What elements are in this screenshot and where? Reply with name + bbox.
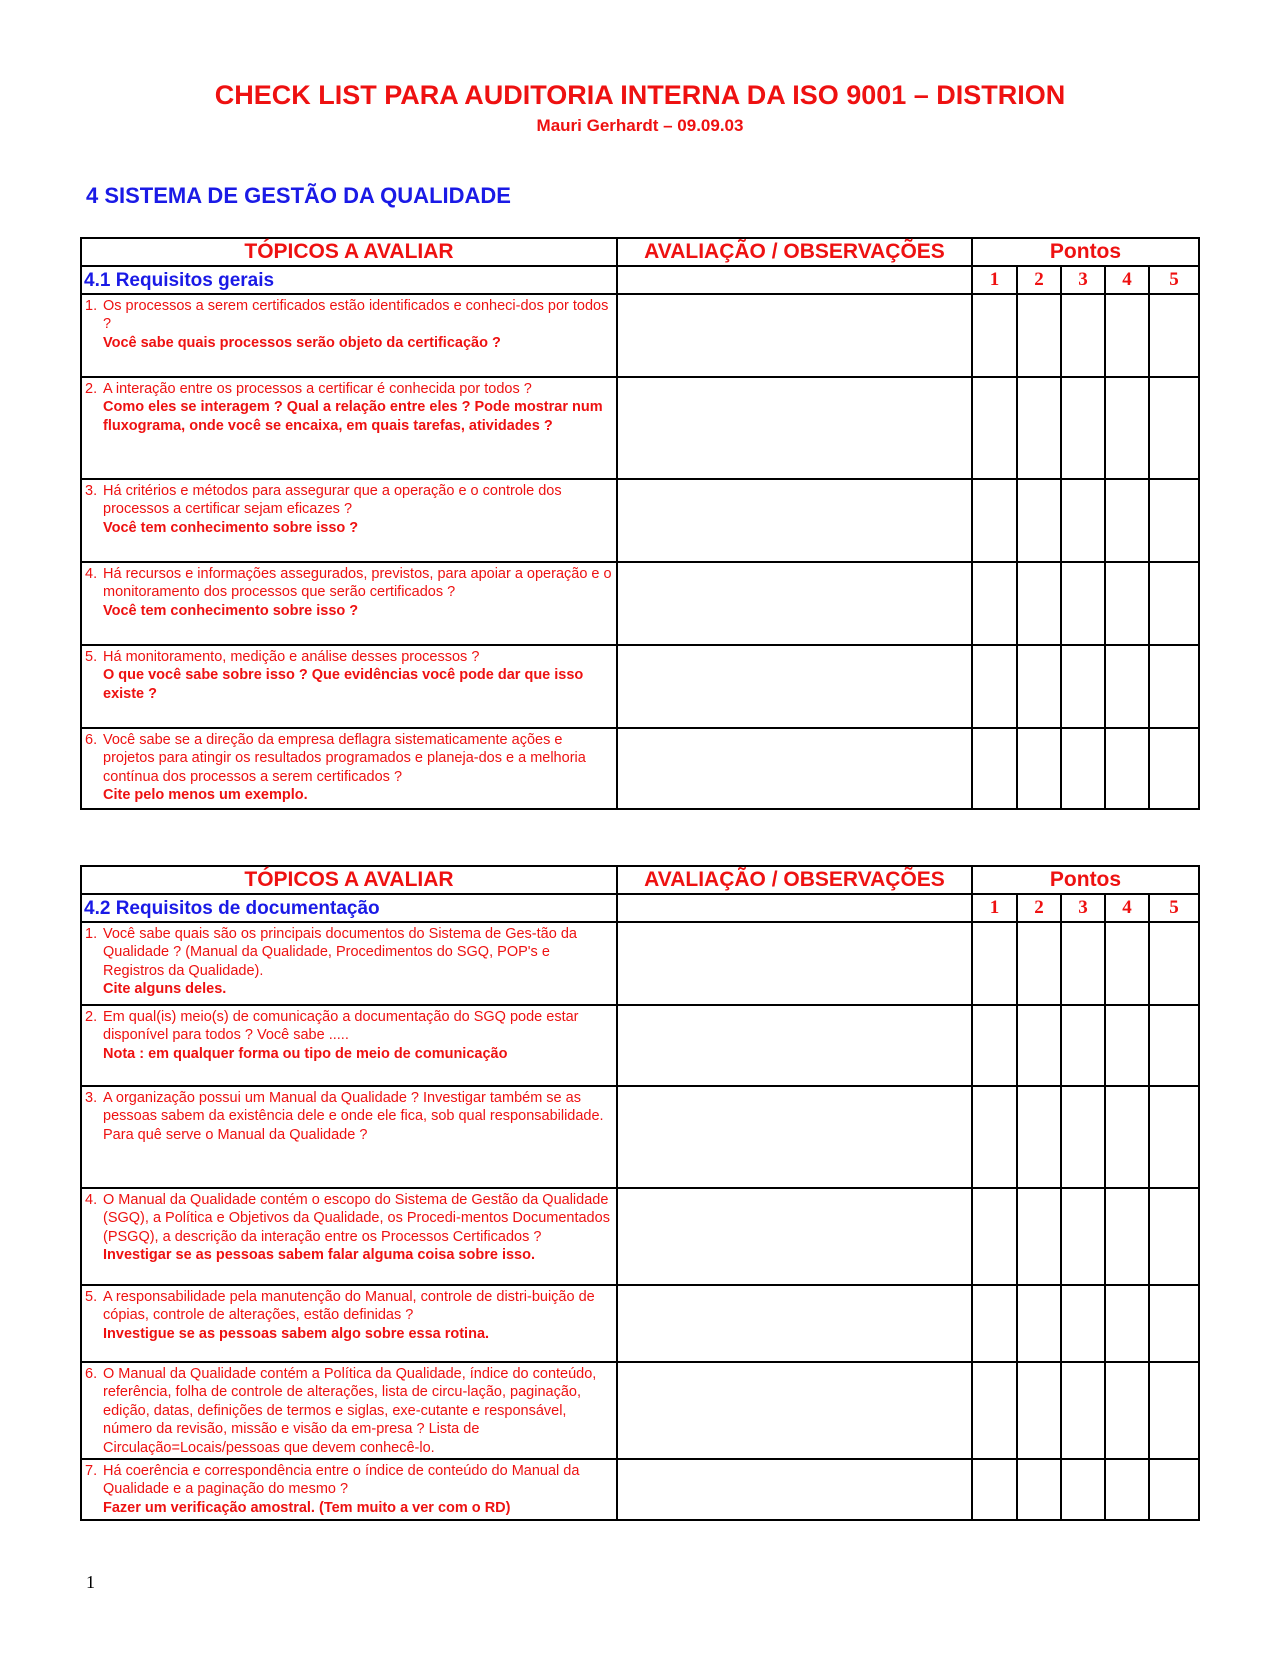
- score-cell-2[interactable]: [1017, 1459, 1061, 1520]
- checklist-row: [81, 562, 1199, 645]
- topics-header: TÓPICOS A AVALIAR: [81, 238, 617, 266]
- topic-question: [85, 482, 612, 519]
- evaluation-cell[interactable]: [617, 377, 972, 479]
- checklist-row: [81, 1459, 1199, 1520]
- score-cell-4[interactable]: [1105, 645, 1149, 728]
- points-column-2: 2: [1017, 266, 1061, 294]
- topics-header: TÓPICOS A AVALIAR: [81, 866, 617, 894]
- checklist-row: [81, 728, 1199, 809]
- question-text: A responsabilidade pela manutenção do Manual, controle de distri-buição de cópias, controle de alterações, estão definidas ?: [103, 1289, 595, 1324]
- score-cell-4[interactable]: [1105, 1005, 1149, 1086]
- score-cell-4[interactable]: [1105, 728, 1149, 809]
- score-cell-2[interactable]: [1017, 294, 1061, 377]
- score-cell-4[interactable]: [1105, 922, 1149, 1005]
- checklist-row: [81, 479, 1199, 562]
- topic-note: Você tem conhecimento sobre isso ?: [103, 519, 359, 536]
- topic-number: 5.: [85, 1289, 98, 1305]
- evaluation-cell[interactable]: [617, 266, 972, 294]
- score-cell-3[interactable]: [1061, 728, 1105, 809]
- topic-cell: [81, 377, 617, 479]
- topic-note: Cite alguns deles.: [103, 981, 227, 998]
- score-cell-3[interactable]: [1061, 1285, 1105, 1362]
- score-cell-4[interactable]: [1105, 1459, 1149, 1520]
- score-cell-2[interactable]: [1017, 1285, 1061, 1362]
- evaluation-header: AVALIAÇÃO / OBSERVAÇÕES: [617, 866, 972, 894]
- checklist-row: [81, 1188, 1199, 1285]
- topic-number: 2.: [85, 1009, 98, 1025]
- score-cell-2[interactable]: [1017, 1362, 1061, 1459]
- topic-question: [85, 925, 612, 980]
- score-cell-1[interactable]: [972, 1285, 1017, 1362]
- score-cell-5[interactable]: [1149, 645, 1199, 728]
- score-cell-1[interactable]: [972, 479, 1017, 562]
- score-cell-2[interactable]: [1017, 562, 1061, 645]
- score-cell-1[interactable]: [972, 922, 1017, 1005]
- topic-question: [85, 1089, 612, 1144]
- section-title: 4 SISTEMA DE GESTÃO DA QUALIDADE: [86, 183, 511, 208]
- subsection-title: 4.2 Requisitos de documentação: [81, 894, 617, 922]
- score-cell-2[interactable]: [1017, 479, 1061, 562]
- score-cell-1[interactable]: [972, 645, 1017, 728]
- score-cell-2[interactable]: [1017, 1005, 1061, 1086]
- score-cell-3[interactable]: [1061, 479, 1105, 562]
- points-column-1: 1: [972, 894, 1017, 922]
- evaluation-cell[interactable]: [617, 479, 972, 562]
- points-column-1: 1: [972, 266, 1017, 294]
- page-number: 1: [86, 1572, 95, 1592]
- topic-number: 3.: [85, 1090, 98, 1106]
- evaluation-cell[interactable]: [617, 1086, 972, 1188]
- topic-cell: [81, 479, 617, 562]
- topic-number: 6.: [85, 732, 98, 748]
- checklist-table-4-1: [80, 237, 1200, 810]
- topic-question: [85, 1365, 612, 1457]
- evaluation-header: AVALIAÇÃO / OBSERVAÇÕES: [617, 238, 972, 266]
- score-cell-2[interactable]: [1017, 728, 1061, 809]
- score-cell-3[interactable]: [1061, 645, 1105, 728]
- checklist-table-4-2: [80, 865, 1200, 1521]
- score-cell-2[interactable]: [1017, 1086, 1061, 1188]
- topic-question: [85, 297, 612, 334]
- score-cell-2[interactable]: [1017, 645, 1061, 728]
- evaluation-cell[interactable]: [617, 922, 972, 1005]
- score-cell-3[interactable]: [1061, 1188, 1105, 1285]
- score-cell-5[interactable]: [1149, 728, 1199, 809]
- topic-cell: [81, 645, 617, 728]
- score-cell-4[interactable]: [1105, 294, 1149, 377]
- topic-cell: [81, 1188, 617, 1285]
- score-cell-1[interactable]: [972, 294, 1017, 377]
- score-cell-3[interactable]: [1061, 1086, 1105, 1188]
- topic-question: [85, 1008, 612, 1045]
- score-cell-5[interactable]: [1149, 1005, 1199, 1086]
- topic-number: 5.: [85, 649, 98, 665]
- question-text: Em qual(is) meio(s) de comunicação a documentação do SGQ pode estar disponível para todos ? Você sabe .....: [103, 1009, 579, 1044]
- topic-note: Investigue se as pessoas sabem algo sobre essa rotina.: [103, 1325, 490, 1342]
- evaluation-cell[interactable]: [617, 1005, 972, 1086]
- document-subtitle: Mauri Gerhardt – 09.09.03: [536, 116, 744, 135]
- topic-note: Você tem conhecimento sobre isso ?: [103, 602, 359, 619]
- evaluation-cell[interactable]: [617, 894, 972, 922]
- topic-cell: [81, 1459, 617, 1520]
- score-cell-4[interactable]: [1105, 1086, 1149, 1188]
- topic-question: [85, 648, 612, 666]
- score-cell-2[interactable]: [1017, 922, 1061, 1005]
- topic-cell: [81, 562, 617, 645]
- question-text: A interação entre os processos a certificar é conhecida por todos ?: [103, 381, 532, 397]
- score-cell-5[interactable]: [1149, 1459, 1199, 1520]
- topic-note: Você sabe quais processos serão objeto da certificação ?: [103, 334, 501, 351]
- score-cell-5[interactable]: [1149, 922, 1199, 1005]
- evaluation-cell[interactable]: [617, 1362, 972, 1459]
- points-column-3: 3: [1061, 894, 1105, 922]
- evaluation-cell[interactable]: [617, 294, 972, 377]
- topic-number: 1.: [85, 298, 98, 314]
- checklist-row: [81, 377, 1199, 479]
- topic-question: [85, 565, 612, 602]
- score-cell-5[interactable]: [1149, 294, 1199, 377]
- score-cell-5[interactable]: [1149, 1086, 1199, 1188]
- score-cell-5[interactable]: [1149, 562, 1199, 645]
- subsection-title: 4.1 Requisitos gerais: [81, 266, 617, 294]
- topic-question: [85, 1288, 612, 1325]
- score-cell-4[interactable]: [1105, 377, 1149, 479]
- score-cell-5[interactable]: [1149, 479, 1199, 562]
- topic-cell: [81, 294, 617, 377]
- topic-question: [85, 1462, 612, 1499]
- points-column-3: 3: [1061, 266, 1105, 294]
- score-cell-1[interactable]: [972, 1005, 1017, 1086]
- topic-question: [85, 380, 612, 398]
- checklist-row: [81, 294, 1199, 377]
- topic-note: Cite pelo menos um exemplo.: [103, 787, 308, 804]
- score-cell-4[interactable]: [1105, 1188, 1149, 1285]
- evaluation-cell[interactable]: [617, 728, 972, 809]
- evaluation-cell[interactable]: [617, 1188, 972, 1285]
- evaluation-cell[interactable]: [617, 1459, 972, 1520]
- score-cell-3[interactable]: [1061, 562, 1105, 645]
- topic-number: 1.: [85, 926, 98, 942]
- question-text: O Manual da Qualidade contém a Política da Qualidade, índice do conteúdo, referência, folha de controle de alterações, lista de circu-lação, paginação, edição, datas, definições de termos e siglas, exe-cutante e responsável, número da revisão, missão e visão da em-presa ? Lista de Circulação=Locais/pessoas que devem conhecê-lo.: [103, 1366, 597, 1456]
- score-cell-3[interactable]: [1061, 1459, 1105, 1520]
- question-text: A organização possui um Manual da Qualidade ? Investigar também se as pessoas sabem da existência dele e onde ele fica, sob qual responsabilidade. Para quê serve o Manual da Qualidade ?: [103, 1090, 604, 1143]
- topic-question: [85, 1191, 612, 1246]
- question-text: Há coerência e correspondência entre o índice de conteúdo do Manual da Qualidade e a paginação do mesmo ?: [103, 1463, 580, 1498]
- points-column-2: 2: [1017, 894, 1061, 922]
- topic-cell: [81, 1285, 617, 1362]
- topic-question: [85, 731, 612, 786]
- score-cell-5[interactable]: [1149, 377, 1199, 479]
- question-text: Há critérios e métodos para assegurar que a operação e o controle dos processos a certificar sejam eficazes ?: [103, 483, 562, 518]
- score-cell-2[interactable]: [1017, 377, 1061, 479]
- score-cell-1[interactable]: [972, 1188, 1017, 1285]
- points-header: Pontos: [972, 238, 1199, 266]
- document-title: CHECK LIST PARA AUDITORIA INTERNA DA ISO 9001 – DISTRION: [214, 80, 1066, 110]
- checklist-row: [81, 1005, 1199, 1086]
- evaluation-cell[interactable]: [617, 562, 972, 645]
- score-cell-2[interactable]: [1017, 1188, 1061, 1285]
- checklist-row: [81, 1285, 1199, 1362]
- score-cell-5[interactable]: [1149, 1362, 1199, 1459]
- question-text: Os processos a serem certificados estão identificados e conheci-dos por todos ?: [103, 298, 609, 333]
- score-cell-1[interactable]: [972, 1362, 1017, 1459]
- topic-cell: [81, 728, 617, 809]
- topic-cell: [81, 1005, 617, 1086]
- topic-cell: [81, 1362, 617, 1459]
- topic-cell: [81, 922, 617, 1005]
- topic-number: 7.: [85, 1463, 98, 1479]
- score-cell-1[interactable]: [972, 562, 1017, 645]
- points-column-4: 4: [1105, 266, 1149, 294]
- question-text: Há recursos e informações assegurados, previstos, para apoiar a operação e o monitoramento dos processos que serão certificados ?: [103, 566, 612, 601]
- checklist-row: [81, 1086, 1199, 1188]
- score-cell-3[interactable]: [1061, 294, 1105, 377]
- topic-number: 4.: [85, 1192, 98, 1208]
- score-cell-1[interactable]: [972, 728, 1017, 809]
- score-cell-1[interactable]: [972, 1459, 1017, 1520]
- topic-note: Como eles se interagem ? Qual a relação entre eles ? Pode mostrar num fluxograma, onde você se encaixa, em quais tarefas, atividades ?: [103, 399, 603, 434]
- evaluation-cell[interactable]: [617, 645, 972, 728]
- score-cell-3[interactable]: [1061, 1005, 1105, 1086]
- topic-note: O que você sabe sobre isso ? Que evidências você pode dar que isso existe ?: [103, 667, 584, 702]
- score-cell-4[interactable]: [1105, 1362, 1149, 1459]
- question-text: Há monitoramento, medição e análise desses processos ?: [103, 649, 480, 665]
- score-cell-4[interactable]: [1105, 562, 1149, 645]
- question-text: Você sabe se a direção da empresa deflagra sistematicamente ações e projetos para atingir os resultados programados e planeja-dos e a melhoria contínua dos processos a serem certificados ?: [103, 732, 586, 785]
- points-column-5: 5: [1149, 266, 1199, 294]
- topic-note: Fazer um verificação amostral. (Tem muito a ver com o RD): [103, 1499, 511, 1516]
- score-cell-3[interactable]: [1061, 922, 1105, 1005]
- score-cell-1[interactable]: [972, 377, 1017, 479]
- topic-number: 6.: [85, 1366, 98, 1382]
- topic-note: Nota : em qualquer forma ou tipo de meio de comunicação: [103, 1045, 508, 1062]
- question-text: Você sabe quais são os principais documentos do Sistema de Ges-tão da Qualidade ? (Manual da Qualidade, Procedimentos do SGQ, POP's e Registros da Qualidade).: [103, 926, 577, 979]
- question-text: O Manual da Qualidade contém o escopo do Sistema de Gestão da Qualidade (SGQ), a Política e Objetivos da Qualidade, os Procedi-mentos Documentados (PSGQ), a descrição da interação entre os Processos Certificados ?: [103, 1192, 610, 1245]
- points-column-4: 4: [1105, 894, 1149, 922]
- topic-number: 2.: [85, 381, 98, 397]
- score-cell-5[interactable]: [1149, 1285, 1199, 1362]
- points-header: Pontos: [972, 866, 1199, 894]
- score-cell-5[interactable]: [1149, 1188, 1199, 1285]
- points-column-5: 5: [1149, 894, 1199, 922]
- checklist-row: [81, 922, 1199, 1005]
- topic-cell: [81, 1086, 617, 1188]
- score-cell-4[interactable]: [1105, 479, 1149, 562]
- evaluation-cell[interactable]: [617, 1285, 972, 1362]
- score-cell-4[interactable]: [1105, 1285, 1149, 1362]
- checklist-row: [81, 645, 1199, 728]
- topic-note: Investigar se as pessoas sabem falar alguma coisa sobre isso.: [103, 1247, 535, 1264]
- score-cell-3[interactable]: [1061, 377, 1105, 479]
- topic-number: 3.: [85, 483, 98, 499]
- topic-number: 4.: [85, 566, 98, 582]
- score-cell-3[interactable]: [1061, 1362, 1105, 1459]
- checklist-row: [81, 1362, 1199, 1459]
- score-cell-1[interactable]: [972, 1086, 1017, 1188]
